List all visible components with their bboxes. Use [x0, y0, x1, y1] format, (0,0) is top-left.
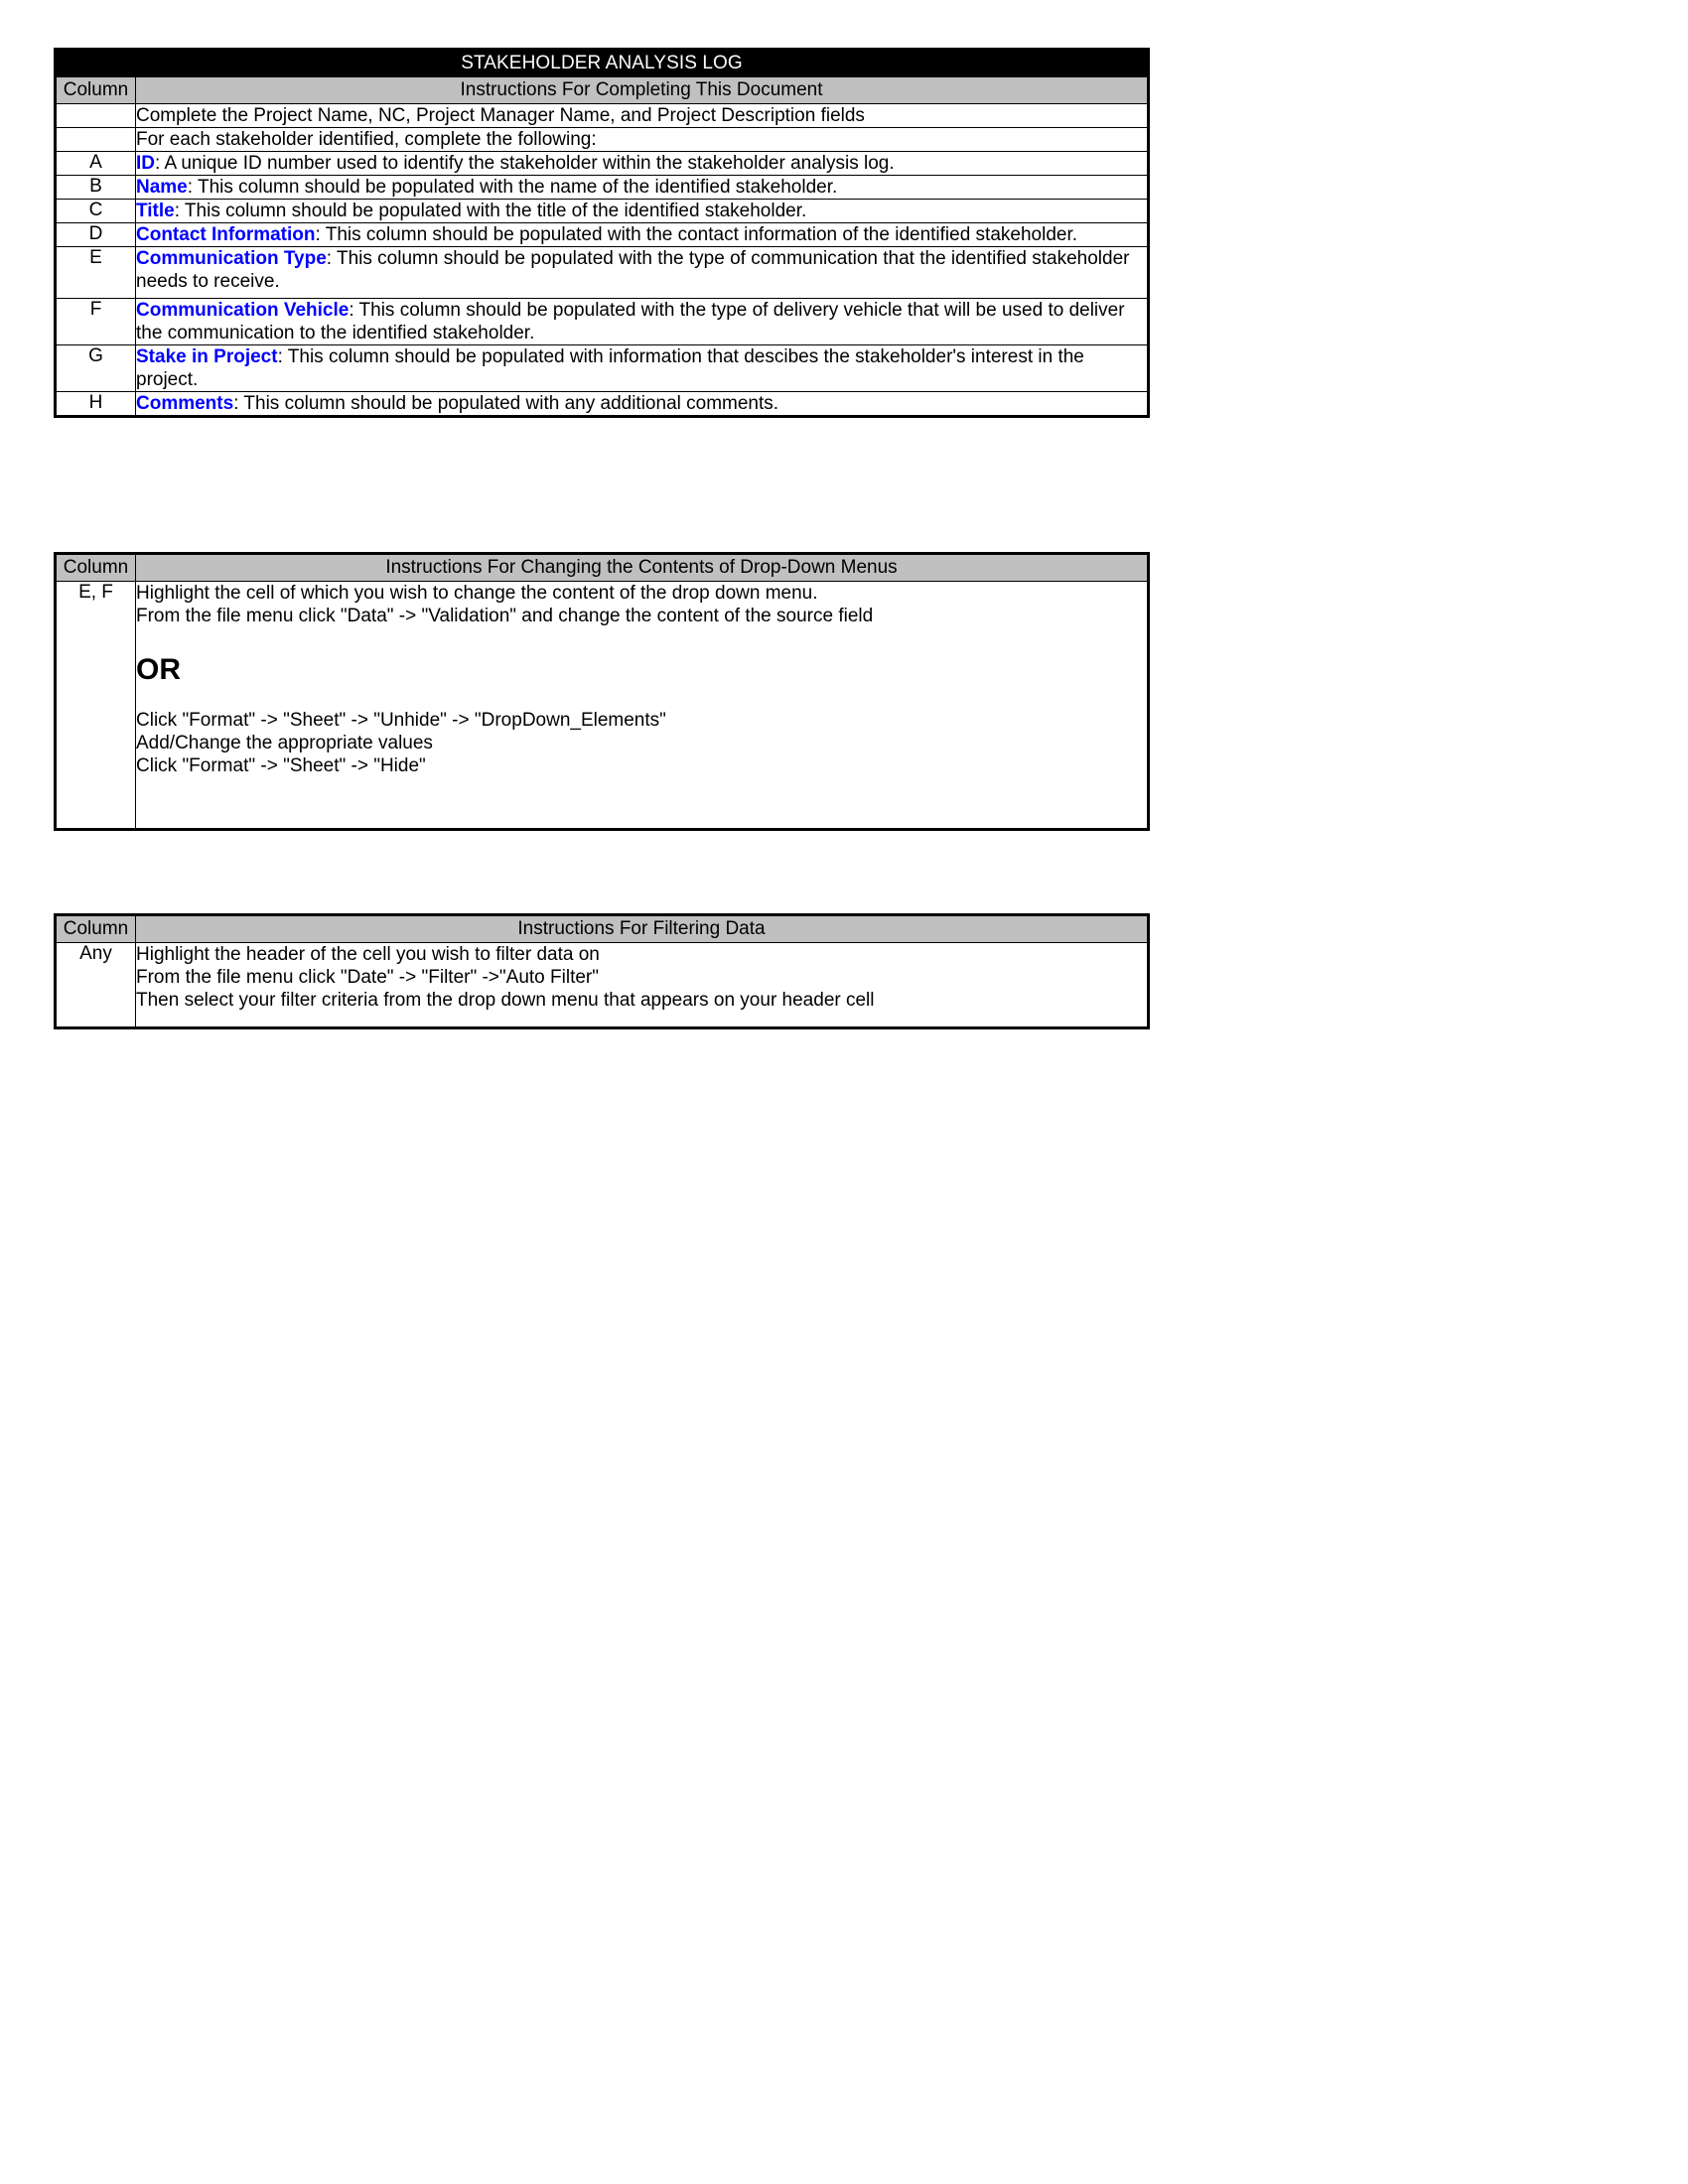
instructions-for-dropdown-table [54, 552, 1150, 831]
row-keyword: Stake in Project [136, 346, 278, 367]
table-header-row [56, 554, 1149, 582]
instructions-header-cell: Instructions For Filtering Data [136, 915, 1149, 943]
instructions-for-completing-table [54, 48, 1150, 418]
dropdown-line-5: Click "Format" -> "Sheet" -> "Hide" [136, 755, 426, 776]
row-column-letter: B [56, 176, 136, 200]
table-row [56, 582, 1149, 830]
row-instruction [136, 247, 1149, 299]
instructions-for-filtering-table [54, 913, 1150, 1029]
dropdown-line-3: Click "Format" -> "Sheet" -> "Unhide" -> "DropDown_Elements" [136, 710, 666, 731]
row-column-letter: Any [56, 943, 136, 1028]
filtering-line-1: Highlight the header of the cell you wish to filter data on [136, 944, 600, 965]
table-row [56, 345, 1149, 392]
table-row [56, 104, 1149, 128]
filtering-instructions-cell [136, 943, 1149, 1028]
column-header-cell: Column [56, 554, 136, 582]
document-title: STAKEHOLDER ANALYSIS LOG [56, 50, 1149, 77]
instructions-header-cell: Instructions For Completing This Document [136, 77, 1149, 104]
row-instruction [136, 152, 1149, 176]
row-instruction [136, 345, 1149, 392]
row-instruction [136, 104, 1149, 128]
table-row [56, 176, 1149, 200]
row-keyword: ID [136, 153, 155, 174]
row-column-letter: G [56, 345, 136, 392]
table-row [56, 128, 1149, 152]
row-column-letter [56, 104, 136, 128]
title-row [56, 50, 1149, 77]
row-keyword: Title [136, 201, 175, 221]
row-column-letter: D [56, 223, 136, 247]
row-text: For each stakeholder identified, complete the following: [136, 129, 597, 150]
table-header-row [56, 915, 1149, 943]
filtering-line-2: From the file menu click "Date" -> "Filter" ->"Auto Filter" [136, 967, 599, 988]
table-row [56, 943, 1149, 1028]
row-instruction [136, 223, 1149, 247]
row-text: : This column should be populated with the contact information of the identified stakeholder. [315, 224, 1078, 245]
row-column-letter: C [56, 200, 136, 223]
table-row [56, 299, 1149, 345]
table-header-row [56, 77, 1149, 104]
instructions-header-cell: Instructions For Changing the Contents of Drop-Down Menus [136, 554, 1149, 582]
row-column-letter: E [56, 247, 136, 299]
row-instruction [136, 176, 1149, 200]
dropdown-line-4: Add/Change the appropriate values [136, 733, 433, 753]
row-keyword: Name [136, 177, 188, 198]
table-row [56, 247, 1149, 299]
or-label: OR [136, 653, 181, 686]
row-instruction [136, 299, 1149, 345]
column-header-cell: Column [56, 915, 136, 943]
dropdown-line-2: From the file menu click "Data" -> "Validation" and change the content of the source field [136, 606, 874, 626]
row-text: Complete the Project Name, NC, Project Manager Name, and Project Description fields [136, 105, 865, 126]
table-row [56, 152, 1149, 176]
table-row [56, 223, 1149, 247]
row-text: : This column should be populated with the type of delivery vehicle that will be used to deliver the communication to the identified stakeholder. [136, 300, 1125, 343]
row-instruction [136, 128, 1149, 152]
row-column-letter: A [56, 152, 136, 176]
row-column-letter: E, F [56, 582, 136, 830]
row-text: : This column should be populated with information that descibes the stakeholder's interest in the project. [136, 346, 1084, 390]
filtering-line-3: Then select your filter criteria from the drop down menu that appears on your header cell [136, 990, 875, 1011]
row-text: : A unique ID number used to identify the stakeholder within the stakeholder analysis log. [155, 153, 895, 174]
row-keyword: Communication Vehicle [136, 300, 350, 321]
row-text: : This column should be populated with the type of communication that the identified stakeholder needs to receive. [136, 248, 1130, 292]
row-keyword: Comments [136, 393, 234, 414]
row-text: : This column should be populated with any additional comments. [233, 393, 779, 414]
row-keyword: Contact Information [136, 224, 316, 245]
row-text: : This column should be populated with the title of the identified stakeholder. [174, 201, 807, 221]
row-instruction [136, 392, 1149, 417]
row-text: : This column should be populated with the name of the identified stakeholder. [187, 177, 838, 198]
row-column-letter [56, 128, 136, 152]
table-row [56, 392, 1149, 417]
row-instruction [136, 200, 1149, 223]
dropdown-instructions-cell [136, 582, 1149, 830]
dropdown-line-1: Highlight the cell of which you wish to change the content of the drop down menu. [136, 583, 818, 604]
row-column-letter: H [56, 392, 136, 417]
column-header-cell: Column [56, 77, 136, 104]
row-keyword: Communication Type [136, 248, 327, 269]
row-column-letter: F [56, 299, 136, 345]
table-row [56, 200, 1149, 223]
